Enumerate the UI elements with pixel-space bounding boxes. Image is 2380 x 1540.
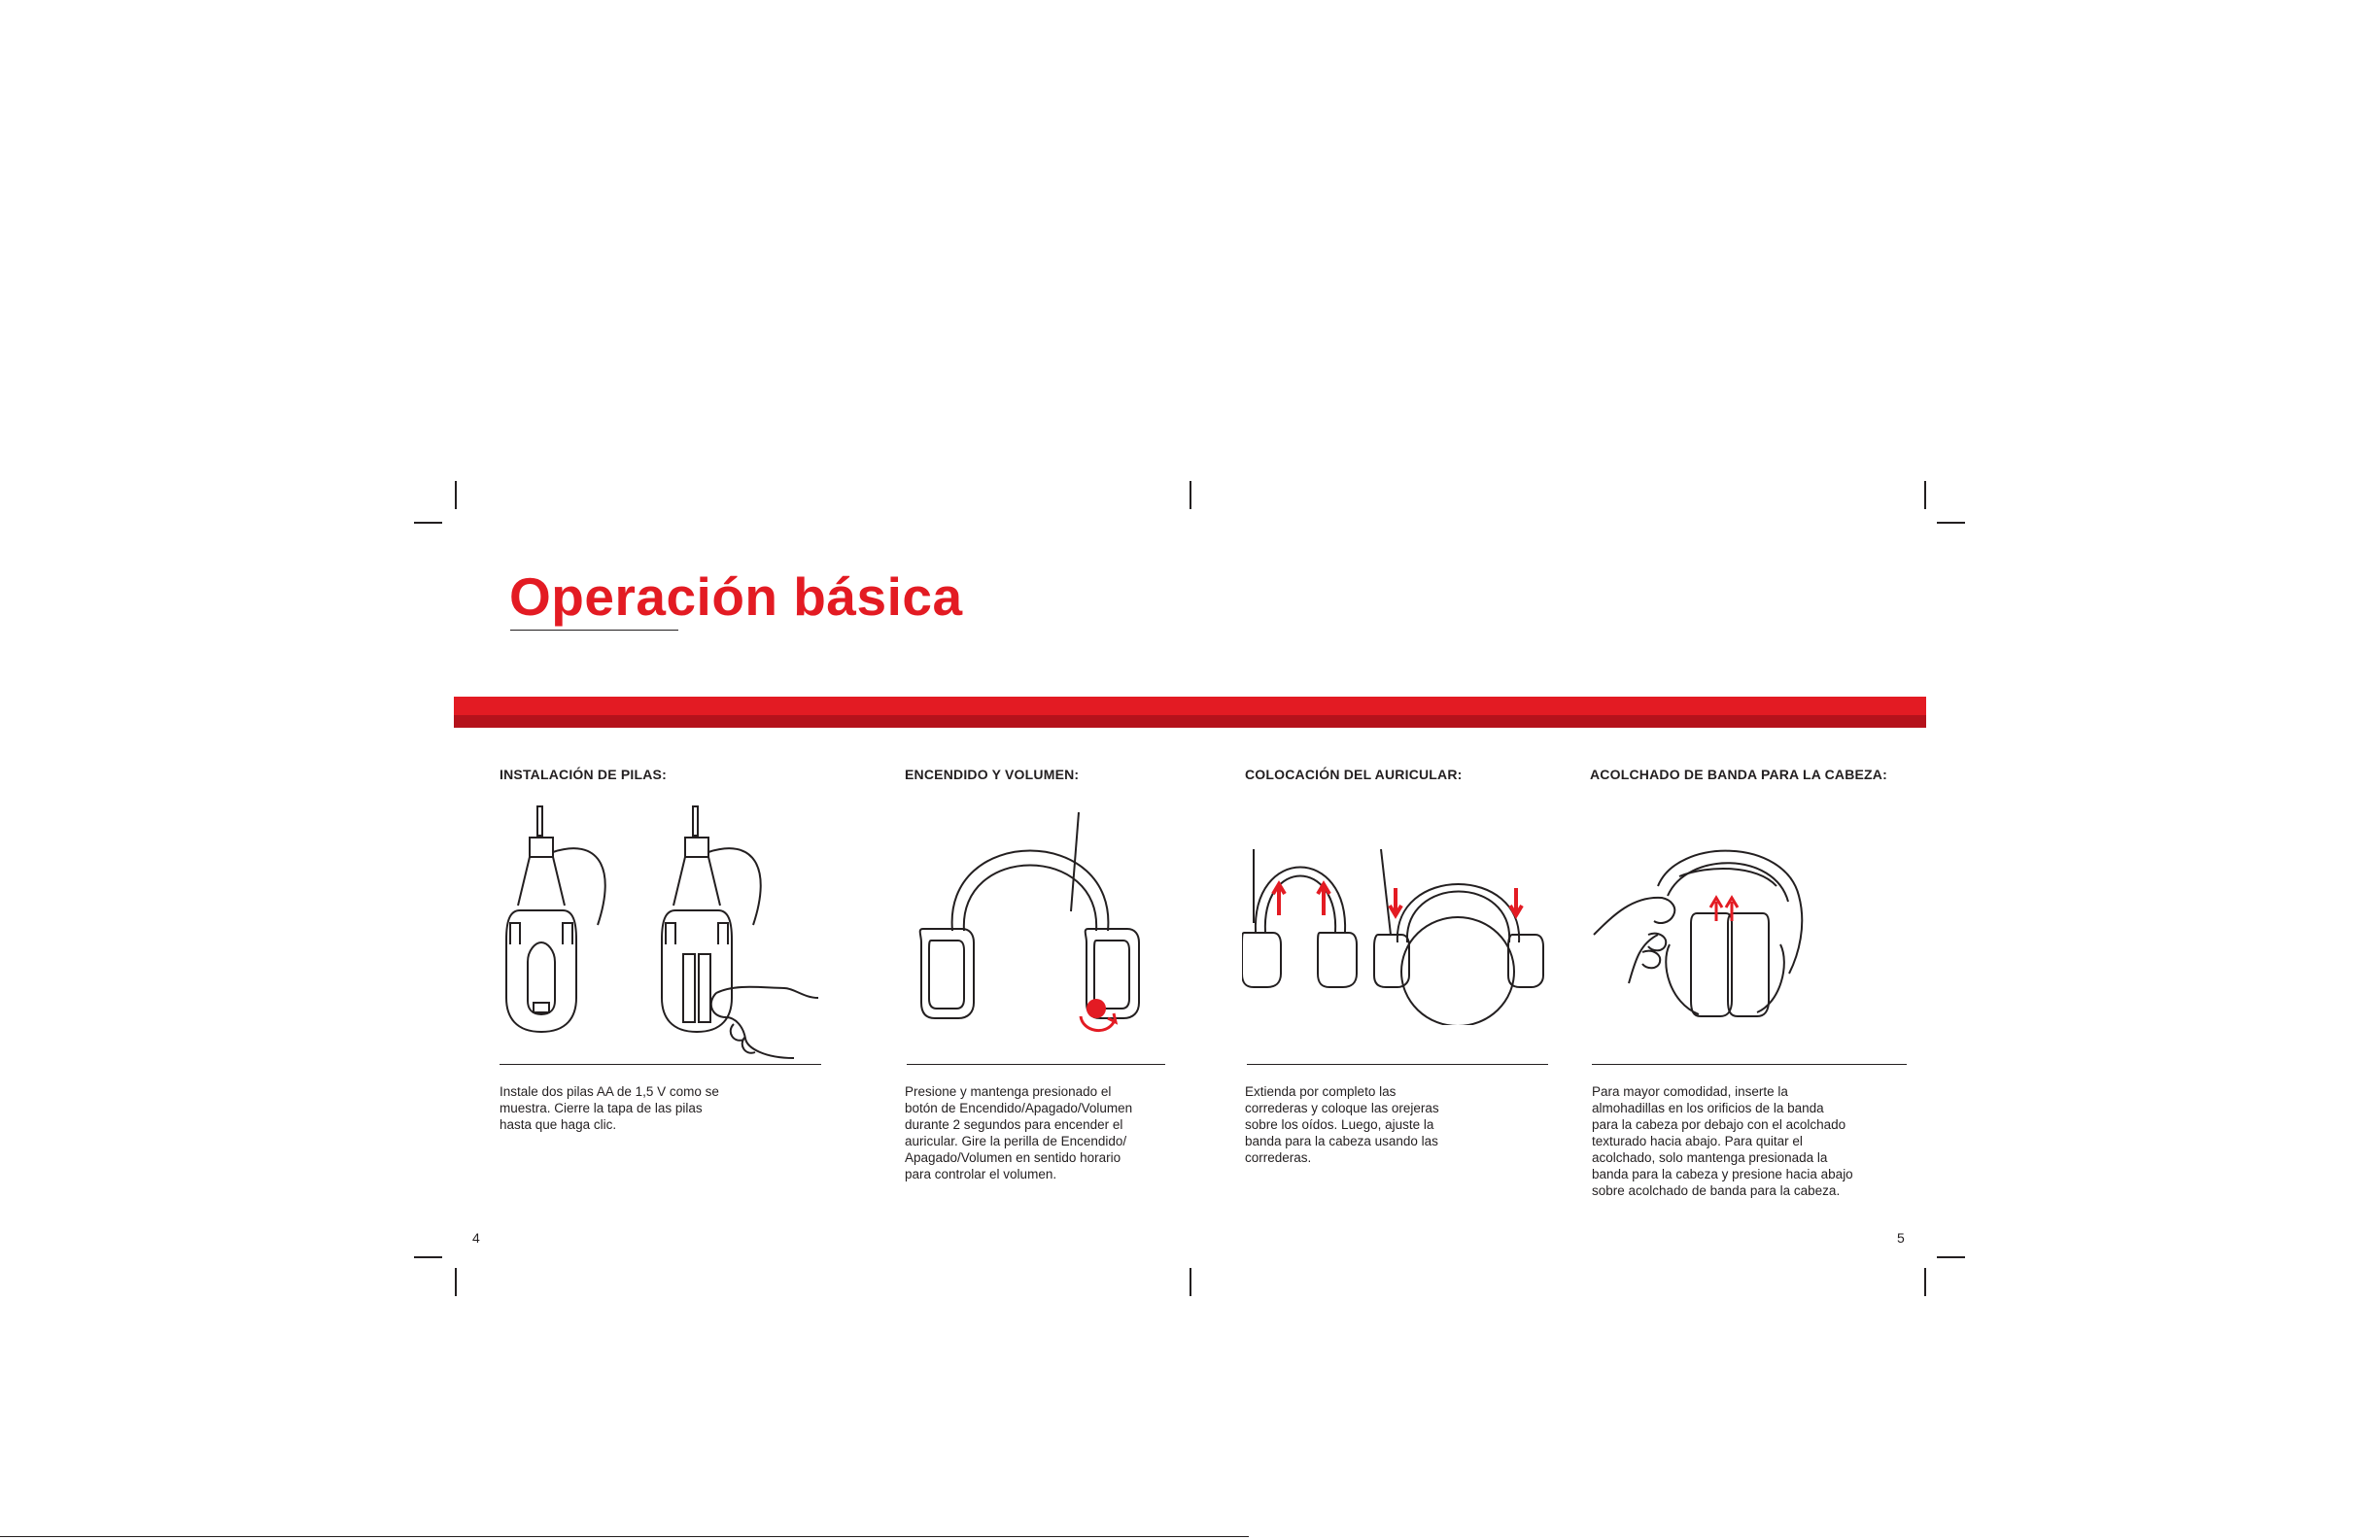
battery-installation-icon [491, 799, 826, 1066]
section-body: Instale dos pilas AA de 1,5 V como se muestra. Cierre la tapa de las pilas hasta que haga clic. [500, 1084, 719, 1132]
red-header-band [454, 697, 1926, 728]
section-rule [1592, 1064, 1907, 1065]
title-underline [510, 630, 678, 631]
headset-fitting-icon [1242, 845, 1553, 1025]
section-rule [907, 1064, 1165, 1065]
crop-mark [414, 522, 442, 524]
crop-mark [1924, 1268, 1926, 1296]
section-body: Para mayor comodidad, inserte la almohadillas en los orificios de la banda para la cabeza por debajo con el acolchado texturado hacia abajo. Para quitar el acolchado, solo mantenga presionada la banda para la cabeza y presione hacia abajo sobre acolchado de banda para la cabeza. [1592, 1084, 1853, 1198]
page-number-left: 4 [472, 1230, 480, 1246]
power-volume-icon [914, 804, 1156, 1038]
section-rule [1247, 1064, 1548, 1065]
section-headband [1590, 767, 1887, 782]
crop-mark [455, 1268, 457, 1296]
headband-pad-icon [1590, 838, 1809, 1027]
section-heading: COLOCACIÓN DEL AURICULAR: [1245, 767, 1463, 782]
crop-mark [414, 1256, 442, 1258]
crop-mark [1937, 1256, 1965, 1258]
bottom-divider [0, 1536, 1249, 1537]
section-body: Presione y mantenga presionado el botón de Encendido/Apagado/Volumen durante 2 segundos para encender el auricular. Gire la perilla de Encendido/ Apagado/Volumen en sentido horario para controlar el volumen. [905, 1084, 1133, 1181]
section-body: Extienda por completo las correderas y coloque las orejeras sobre los oídos. Luego, ajuste la banda para la cabeza usando las correderas. [1245, 1084, 1439, 1165]
section-fitting [1245, 767, 1463, 782]
section-heading: ACOLCHADO DE BANDA PARA LA CABEZA: [1590, 767, 1887, 782]
crop-mark [455, 481, 457, 509]
crop-mark [1924, 481, 1926, 509]
crop-mark [1190, 481, 1191, 509]
crop-mark [1937, 522, 1965, 524]
section-heading: INSTALACIÓN DE PILAS: [500, 767, 667, 782]
section-rule [500, 1064, 821, 1065]
page-title: Operación básica [509, 566, 963, 627]
page-number-right: 5 [1897, 1230, 1905, 1246]
section-battery [500, 767, 667, 782]
section-power [905, 767, 1079, 782]
section-heading: ENCENDIDO Y VOLUMEN: [905, 767, 1080, 782]
crop-mark [1190, 1268, 1191, 1296]
